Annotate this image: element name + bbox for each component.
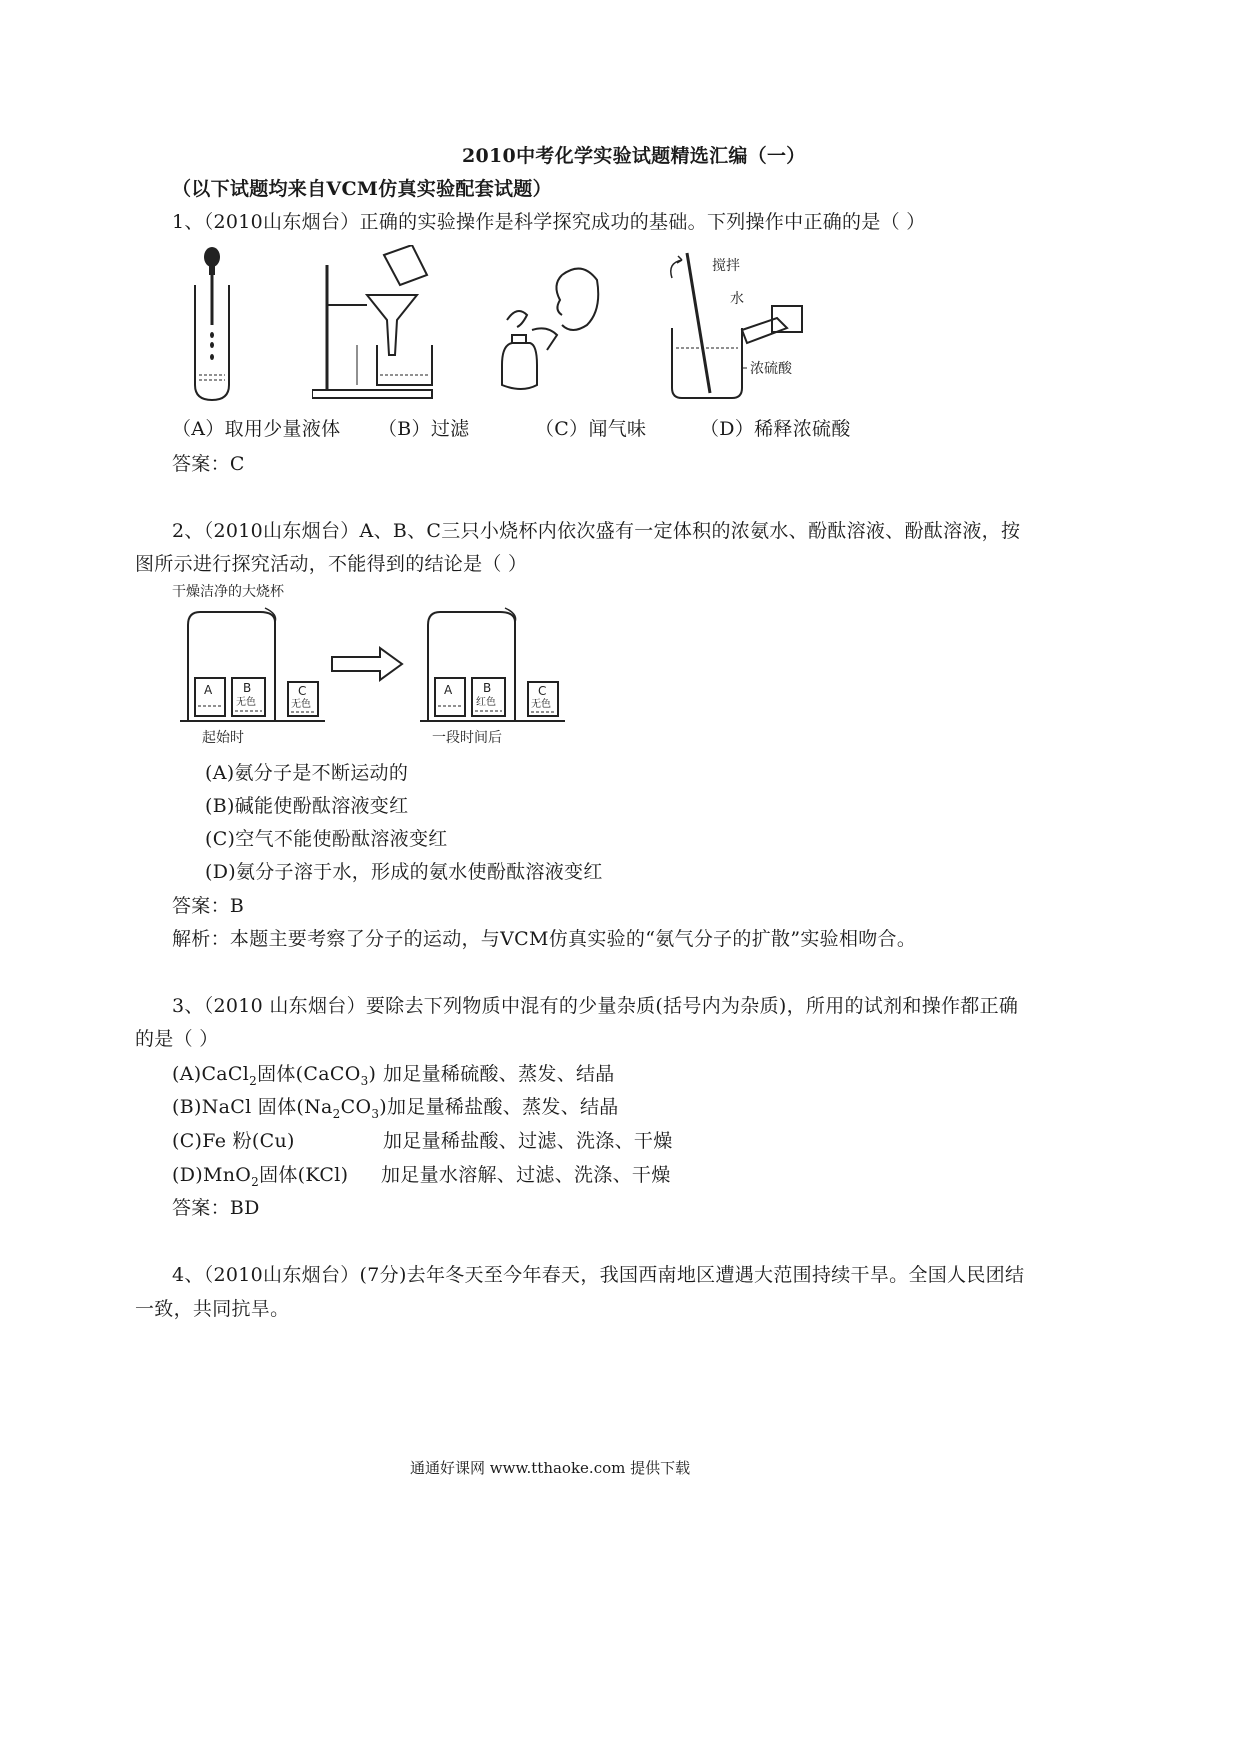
beaker-c-colorless: 无色 xyxy=(291,699,311,710)
question-3-stem-2: 的是（ ） xyxy=(135,1028,219,1050)
q2-analysis: 解析：本题主要考察了分子的运动，与VCM仿真实验的“氨气分子的扩散”实验相吻合。 xyxy=(172,928,917,950)
fig-smell-gas xyxy=(492,255,602,395)
q1-option-d: （D）稀释浓硫酸 xyxy=(700,418,851,440)
q1-option-a: （A）取用少量液体 xyxy=(172,418,341,440)
q3-row-b-substance: (B)NaCl 固体$(Na_2CO_3)$ xyxy=(172,1096,387,1121)
q3-row-d-method: 加足量水溶解、过滤、洗涤、干燥 xyxy=(381,1164,671,1186)
fig-filtration xyxy=(312,245,442,405)
beaker-a-label: A xyxy=(204,683,213,697)
fig-label-water: 水 xyxy=(730,291,744,307)
question-1-stem: 1、（2010山东烟台）正确的实验操作是科学探究成功的基础。下列操作中正确的是（ ） xyxy=(172,211,926,233)
q2-option-c: (C)空气不能使酚酞溶液变红 xyxy=(205,828,448,850)
q3-row-d-substance: (D)MnO$_2$固体(KCl) xyxy=(172,1164,349,1189)
fig-ammonia-diffusion xyxy=(170,580,590,750)
q3-row-a-substance: (A)CaCl$_2$固体(CaCO$_3$) xyxy=(172,1063,377,1088)
question-2-stem-1: 2、（2010山东烟台）A、B、C三只小烧杯内依次盛有一定体积的浓氨水、酚酞溶液、酚酞溶液，按 xyxy=(172,520,1021,542)
q1-option-c: （C）闻气味 xyxy=(535,418,647,440)
q3-row-a-method: 加足量稀硫酸、蒸发、结晶 xyxy=(383,1063,615,1085)
q3-answer: 答案：BD xyxy=(172,1197,260,1219)
beaker-b2-label: B xyxy=(483,681,492,695)
q3-row-c-substance: (C)Fe 粉(Cu) xyxy=(172,1130,295,1152)
question-2-stem-2: 图所示进行探究活动，不能得到的结论是（ ） xyxy=(135,553,528,575)
fig-label-acid: 浓硫酸 xyxy=(750,361,792,377)
beaker-c-label: C xyxy=(298,684,307,698)
question-4-stem-2: 一致，共同抗旱。 xyxy=(135,1298,290,1320)
fig-dropper-test-tube xyxy=(185,245,255,405)
fig-after-label: 一段时间后 xyxy=(432,730,502,746)
q2-option-a: (A)氨分子是不断运动的 xyxy=(205,762,409,784)
beaker-b-label: B xyxy=(243,681,252,695)
q1-answer: 答案：C xyxy=(172,453,245,475)
page-subtitle: （以下试题均来自VCM仿真实验配套试题） xyxy=(172,178,552,200)
page-footer: 通通好课网 www.tthaoke.com 提供下载 xyxy=(410,1459,691,1477)
q2-answer: 答案：B xyxy=(172,895,245,917)
fig-start-label: 起始时 xyxy=(202,730,244,746)
fig-dilute-sulfuric-acid xyxy=(662,248,812,403)
beaker-b2-red: 红色 xyxy=(476,697,496,708)
beaker-a2-label: A xyxy=(444,683,453,697)
beaker-c2-colorless: 无色 xyxy=(531,699,551,710)
page-title: 2010中考化学实验试题精选汇编（一） xyxy=(462,145,806,167)
q1-option-b: （B）过滤 xyxy=(378,418,470,440)
q2-option-d: (D)氨分子溶于水，形成的氨水使酚酞溶液变红 xyxy=(205,861,603,883)
beaker-b-colorless: 无色 xyxy=(236,697,256,708)
fig-label-stir: 搅拌 xyxy=(712,258,740,274)
fig-top-label: 干燥洁净的大烧杯 xyxy=(172,584,284,600)
q3-row-c-method: 加足量稀盐酸、过滤、洗涤、干燥 xyxy=(383,1130,673,1152)
q2-option-b: (B)碱能使酚酞溶液变红 xyxy=(205,795,409,817)
question-3-stem-1: 3、（2010 山东烟台）要除去下列物质中混有的少量杂质(括号内为杂质)，所用的试剂和操作都正确 xyxy=(172,995,1019,1017)
beaker-c2-label: C xyxy=(538,684,547,698)
question-4-stem-1: 4、（2010山东烟台）(7分)去年冬天至今年春天，我国西南地区遭遇大范围持续干旱。全国人民团结 xyxy=(172,1264,1025,1286)
q3-row-b-method: 加足量稀盐酸、蒸发、结晶 xyxy=(387,1096,619,1118)
